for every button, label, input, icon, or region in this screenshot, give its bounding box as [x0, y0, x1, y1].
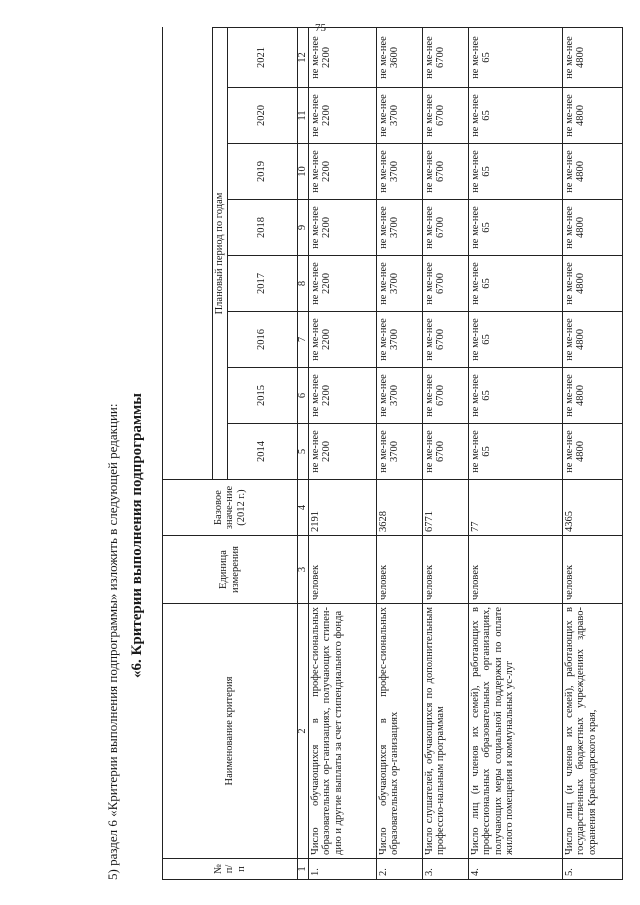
table-row: [562, 28, 622, 880]
plan-value: не ме-нее 65: [468, 144, 562, 200]
header-year: 2016: [227, 312, 297, 368]
section-heading: «6. Критерии выполнения подпрограммы: [129, 393, 145, 678]
plan-value: не ме-нее 3700: [376, 144, 422, 200]
column-number: 7: [297, 312, 308, 368]
row-number: 2.: [376, 859, 422, 880]
plan-value: не ме-нее 3700: [376, 368, 422, 424]
column-number-row: [297, 28, 308, 880]
plan-value: не ме-нее 4800: [562, 200, 622, 256]
rotated-page-content: [25, 28, 625, 888]
column-number: 2: [297, 604, 308, 859]
column-number: 8: [297, 256, 308, 312]
base-value: 3628: [376, 480, 422, 536]
plan-value: не ме-нее 4800: [562, 256, 622, 312]
plan-value: не ме-нее 2200: [308, 312, 376, 368]
table-row: [376, 28, 422, 880]
column-number: 3: [297, 536, 308, 604]
header-name: Наименование критерия: [163, 604, 298, 859]
plan-value: не ме-нее 65: [468, 200, 562, 256]
plan-value: не ме-нее 3700: [376, 312, 422, 368]
row-number: 5.: [562, 859, 622, 880]
plan-value: не ме-нее 4800: [562, 28, 622, 88]
plan-value: не ме-нее 65: [468, 88, 562, 144]
unit-cell: человек: [468, 536, 562, 604]
base-value: 6771: [422, 480, 468, 536]
plan-value: не ме-нее 65: [468, 28, 562, 88]
plan-value: не ме-нее 4800: [562, 144, 622, 200]
plan-value: не ме-нее 2200: [308, 368, 376, 424]
column-number: 11: [297, 88, 308, 144]
header-year: 2019: [227, 144, 297, 200]
column-number: 10: [297, 144, 308, 200]
plan-value: не ме-нее 3700: [376, 424, 422, 480]
criteria-table: [162, 27, 623, 880]
plan-value: не ме-нее 6700: [422, 88, 468, 144]
header-year: 2018: [227, 200, 297, 256]
base-value: 4365: [562, 480, 622, 536]
row-number: 4.: [468, 859, 562, 880]
criterion-name: Число лиц (и членов их семей), работающих в профессиональных образовательных организациях, получающих меры социальной поддержки по оплате жилого помещения и коммунальных ус-луг: [468, 604, 562, 859]
table-row: [308, 28, 376, 880]
header-year: 2017: [227, 256, 297, 312]
criterion-name: Число слушателей, обучающихся по дополнительным профессио-нальным программам: [422, 604, 468, 859]
header-year: 2015: [227, 368, 297, 424]
plan-value: не ме-нее 3700: [376, 200, 422, 256]
column-number: 1: [297, 859, 308, 880]
plan-value: не ме-нее 6700: [422, 28, 468, 88]
plan-value: не ме-нее 6700: [422, 312, 468, 368]
plan-value: не ме-нее 4800: [562, 312, 622, 368]
column-number: 5: [297, 424, 308, 480]
plan-value: не ме-нее 4800: [562, 88, 622, 144]
unit-cell: человек: [308, 536, 376, 604]
plan-value: не ме-нее 65: [468, 368, 562, 424]
plan-value: не ме-нее 3700: [376, 256, 422, 312]
plan-value: не ме-нее 2200: [308, 144, 376, 200]
plan-value: не ме-нее 6700: [422, 368, 468, 424]
column-number: 4: [297, 480, 308, 536]
table-row: [422, 28, 468, 880]
row-number: 1.: [308, 859, 376, 880]
table-row: [468, 28, 562, 880]
plan-value: не ме-нее 4800: [562, 424, 622, 480]
plan-value: не ме-нее 6700: [422, 144, 468, 200]
plan-value: не ме-нее 6700: [422, 424, 468, 480]
header-base: Базовое значе-ние (2012 г.): [163, 480, 298, 536]
criterion-name: Число обучающихся в профес-сиональных образовательных ор-ганизациях, получающих стипен-дию и другие выплаты за счет стипендиального фонда: [308, 604, 376, 859]
plan-value: не ме-нее 6700: [422, 200, 468, 256]
page-number: 75: [315, 22, 326, 34]
plan-value: не ме-нее 2200: [308, 424, 376, 480]
header-year: 2014: [227, 424, 297, 480]
plan-value: не ме-нее 6700: [422, 256, 468, 312]
header-year: 2020: [227, 88, 297, 144]
criterion-name: Число обучающихся в профес-сиональных образовательных ор-ганизациях: [376, 604, 422, 859]
header-year: 2021: [227, 28, 297, 88]
column-number: 9: [297, 200, 308, 256]
unit-cell: человек: [562, 536, 622, 604]
plan-value: не ме-нее 2200: [308, 28, 376, 88]
base-value: 2191: [308, 480, 376, 536]
plan-value: не ме-нее 4800: [562, 368, 622, 424]
header-period: Плановый период по годам: [213, 28, 228, 480]
plan-value: не ме-нее 65: [468, 312, 562, 368]
plan-value: не ме-нее 2200: [308, 88, 376, 144]
row-number: 3.: [422, 859, 468, 880]
column-number: 12: [297, 28, 308, 88]
intro-text: 5) раздел 6 «Критерии выполнения подпрограммы» изложить в следующей редакции:: [105, 403, 120, 880]
header-unit: Единица измерения: [163, 536, 298, 604]
unit-cell: человек: [422, 536, 468, 604]
unit-cell: человек: [376, 536, 422, 604]
plan-value: не ме-нее 65: [468, 424, 562, 480]
column-number: 6: [297, 368, 308, 424]
header-num: № п/п: [163, 859, 298, 880]
base-value: 77: [468, 480, 562, 536]
plan-value: не ме-нее 2200: [308, 256, 376, 312]
criterion-name: Число лиц (и членов их семей), работающих в государственных бюджетных учреждениях здраво-охранения Краснодарского края,: [562, 604, 622, 859]
plan-value: не ме-нее 2200: [308, 200, 376, 256]
plan-value: не ме-нее 3700: [376, 88, 422, 144]
plan-value: не ме-нее 65: [468, 256, 562, 312]
plan-value: не ме-нее 3600: [376, 28, 422, 88]
